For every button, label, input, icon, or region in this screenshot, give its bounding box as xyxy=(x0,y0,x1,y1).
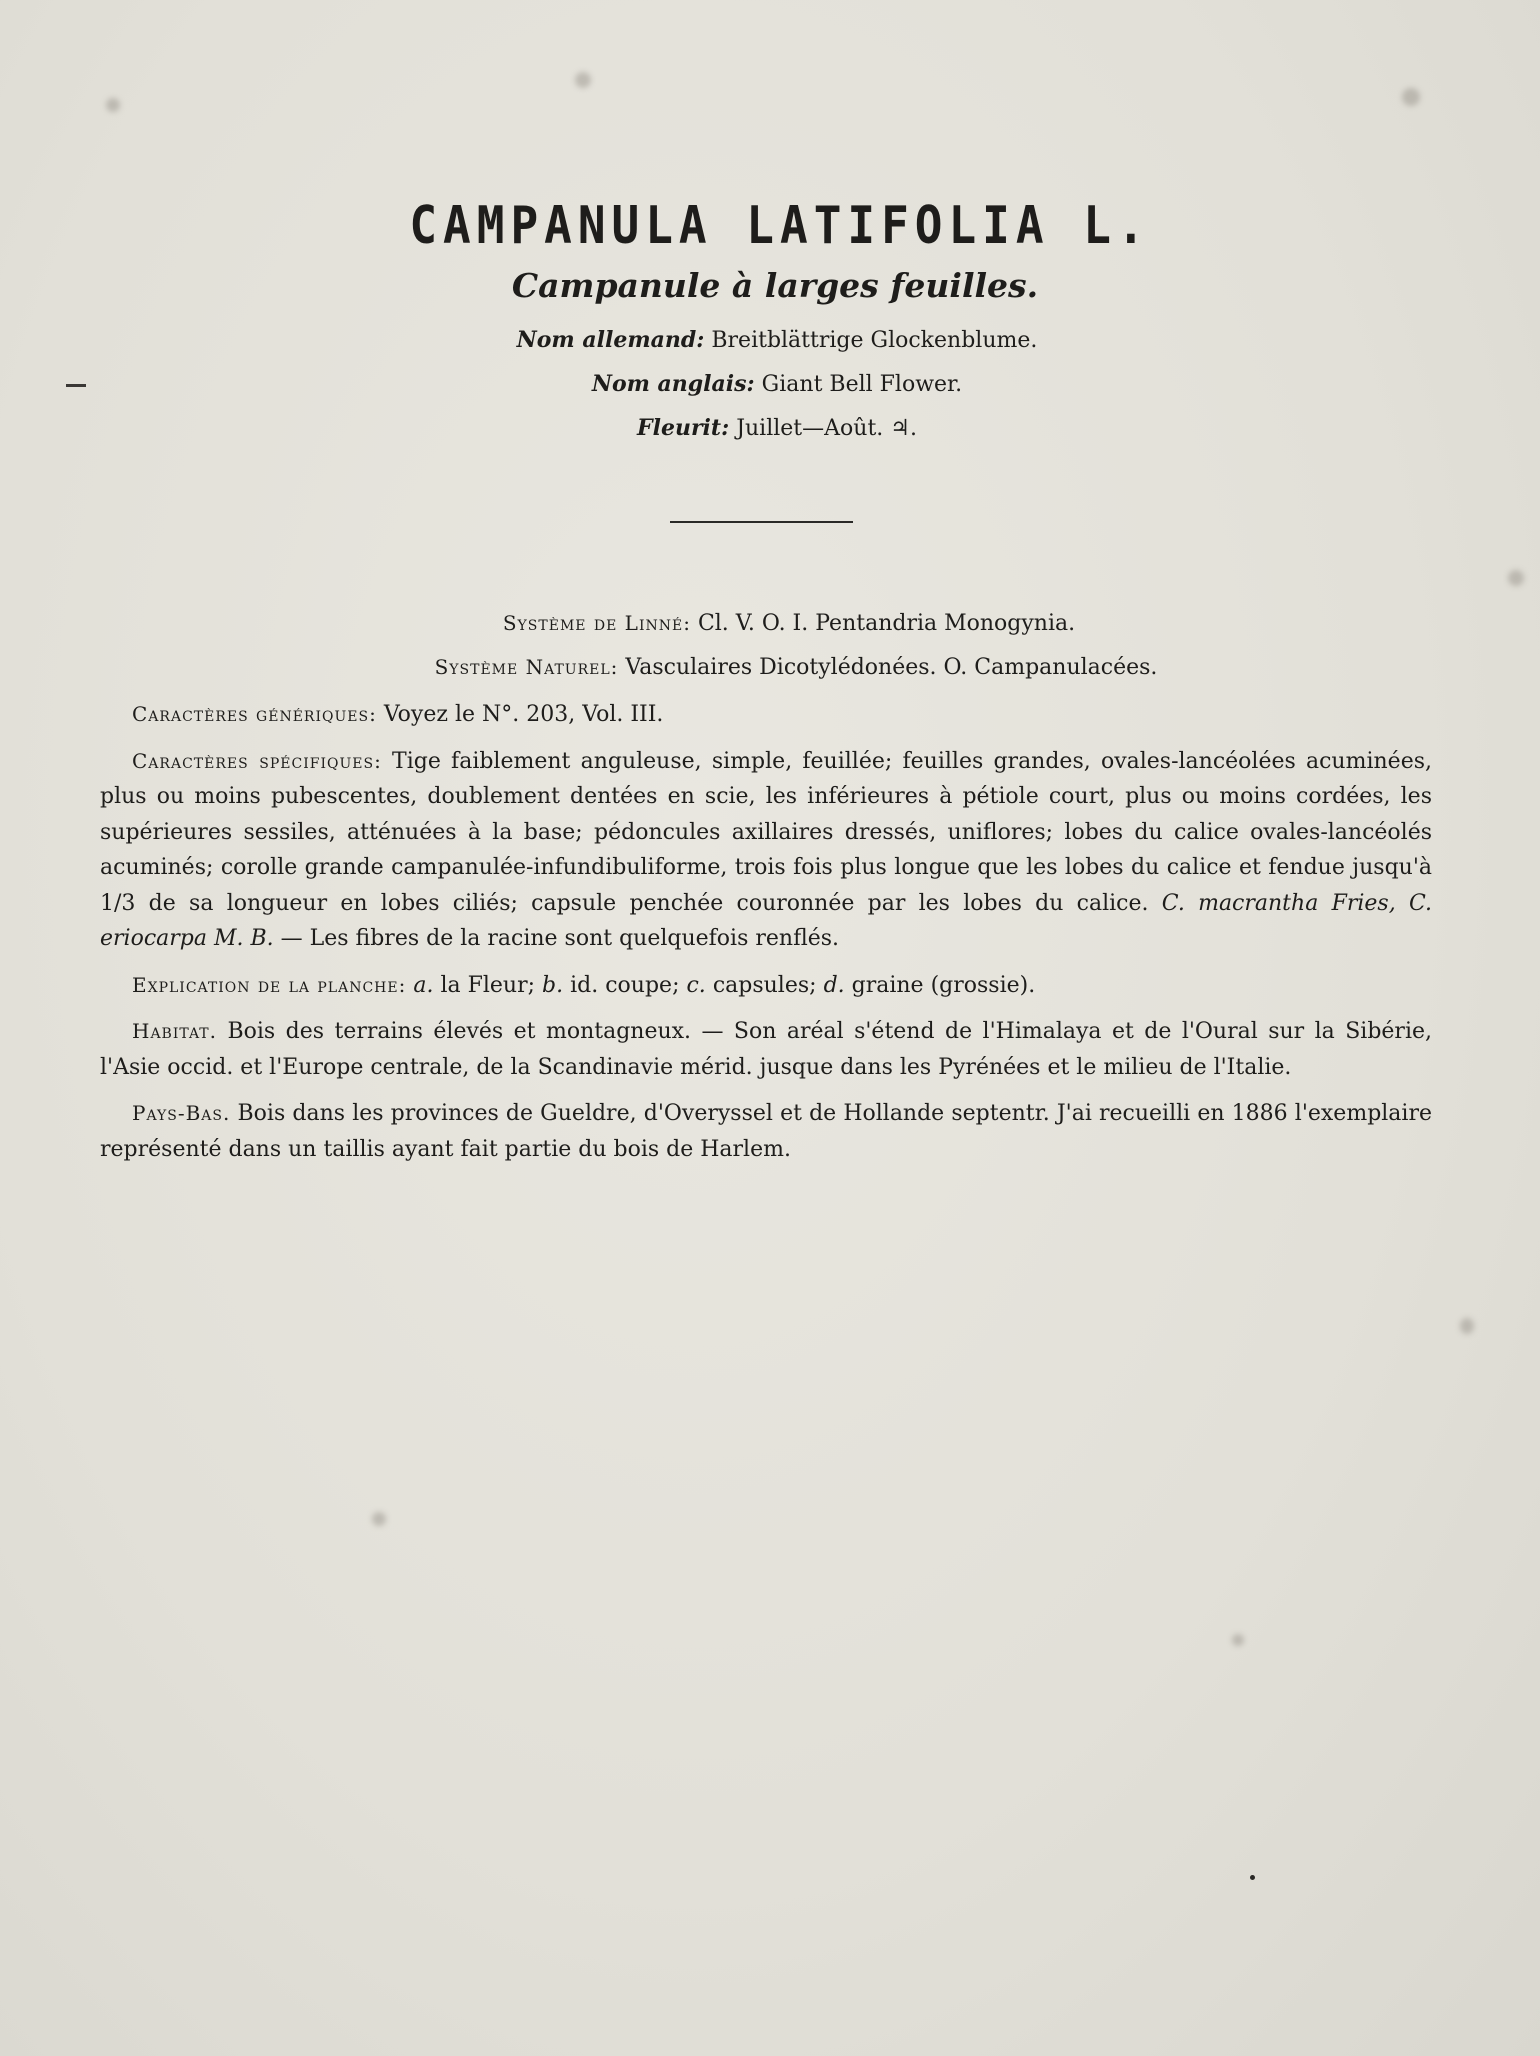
generic-characters xyxy=(100,697,1432,733)
page-title: CAMPANULA LATIFOLIA L. xyxy=(409,194,1151,256)
english-name-value: Giant Bell Flower. xyxy=(761,372,963,397)
description-body xyxy=(100,606,1432,1167)
german-name-line xyxy=(0,327,1540,353)
habitat-label: Habitat. xyxy=(132,1019,217,1043)
foxing-spot xyxy=(1402,88,1420,106)
english-name-line xyxy=(0,371,1540,397)
german-name-value: Breitblättrige Glockenblume. xyxy=(711,328,1038,353)
plate-explanation xyxy=(100,968,1432,1004)
natural-system-label: Système Naturel: xyxy=(434,654,619,679)
netherlands-text: Bois dans les provinces de Gueldre, d'Overyssel et de Hollande septentr. J'ai recueilli en 1886 l'exemplaire représenté dans un taillis ayant fait partie du bois de Harlem. xyxy=(100,1101,1432,1162)
plate-explanation-label: Explication de la planche: xyxy=(132,972,407,997)
plate-key-d-text: graine (grossie). xyxy=(851,972,1036,998)
french-name: Campanule à larges feuilles. xyxy=(511,266,1039,305)
plate-key-c-text: capsules; xyxy=(712,972,817,998)
english-name-label: Nom anglais: xyxy=(591,371,755,397)
linne-system-value: Cl. V. O. I. Pentandria Monogynia. xyxy=(697,611,1076,636)
generic-characters-text: Voyez le N°. 203, Vol. III. xyxy=(383,702,664,727)
flowering-line xyxy=(0,415,1540,441)
german-name-label: Nom allemand: xyxy=(516,327,705,353)
natural-system-value: Vasculaires Dicotylédonées. O. Campanulacées. xyxy=(625,654,1158,680)
specific-characters-label: Caractères spécifiques: xyxy=(132,748,382,773)
flowering-label: Fleurit: xyxy=(636,415,730,441)
linne-system-line xyxy=(100,606,1432,642)
specific-characters-end: — Les fibres de la racine sont quelquefois renflés. xyxy=(280,926,840,951)
generic-characters-label: Caractères génériques: xyxy=(132,702,377,726)
foxing-spot xyxy=(372,1512,386,1526)
specific-characters xyxy=(100,744,1432,957)
foxing-spot xyxy=(106,98,120,112)
plate-key-b: b. xyxy=(542,972,564,998)
specific-synonyms: C. macrantha Fries, C. eriocarpa M. B. xyxy=(100,890,1432,951)
foxing-spot xyxy=(1508,570,1524,586)
specific-characters-text: Tige faiblement anguleuse, simple, feuillée; feuilles grandes, ovales-lancéolées acuminées, plus ou moins pubescentes, doublement dentées en scie, les inférieures à pétiole court, plus ou moins cordées, les supérieures sessiles, atténuées à la base; pédoncules axillaires dressés, uniflores; lobes du calice ovales-lancéolés acuminés; corolle grande campanulée-infundibuliforme, trois fois plus longue que les lobes du calice et fendue jusqu'à 1/3 de sa longueur en lobes ciliés; capsule penchée couronnée par les lobes du calice. xyxy=(100,748,1432,916)
natural-system-line xyxy=(100,650,1432,686)
netherlands-label: Pays-Bas. xyxy=(132,1101,231,1125)
plate-key-a-text: la Fleur; xyxy=(440,972,536,998)
divider-rule xyxy=(670,521,853,523)
netherlands xyxy=(100,1096,1432,1167)
flowering-value: Juillet—Août. ♃. xyxy=(736,416,917,441)
ink-dot xyxy=(1250,1875,1255,1880)
foxing-spot xyxy=(1460,1318,1474,1334)
plate-key-c: c. xyxy=(686,972,706,998)
plate-key-b-text: id. coupe; xyxy=(570,972,680,998)
title-block xyxy=(0,194,1540,459)
foxing-spot xyxy=(1232,1634,1244,1646)
habitat-text: Bois des terrains élevés et montagneux. — Son aréal s'étend de l'Himalaya et de l'Oural sur la Sibérie, l'Asie occid. et l'Europe centrale, de la Scandinavie mérid. jusque dans les Pyrénées et le milieu de l'Italie. xyxy=(100,1019,1433,1080)
habitat xyxy=(100,1014,1432,1085)
linne-system-label: Système de Linné: xyxy=(502,611,691,635)
foxing-spot xyxy=(575,72,591,88)
plate-key-d: d. xyxy=(823,972,845,998)
plate-key-a: a. xyxy=(413,972,434,998)
